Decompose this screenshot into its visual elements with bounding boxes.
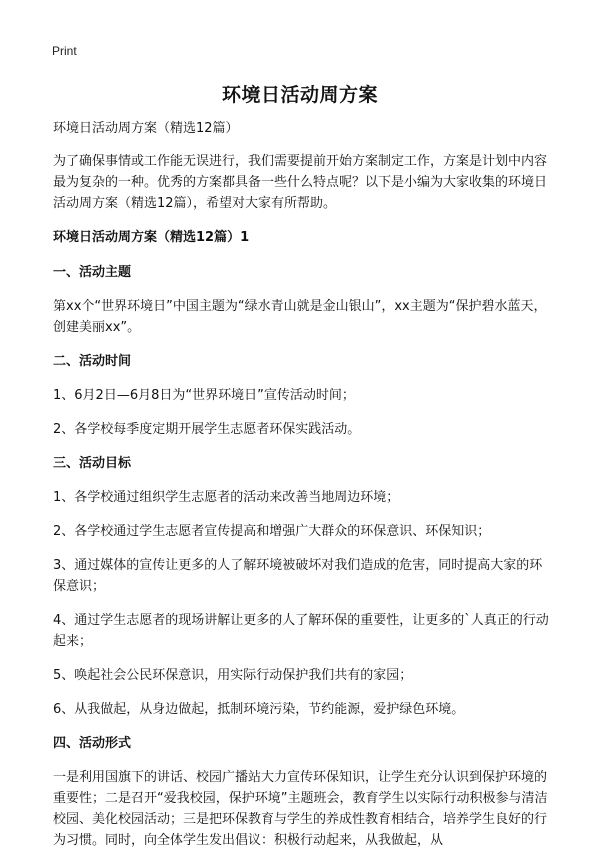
document-body xyxy=(53,118,553,851)
intro-paragraph: 为了确保事情或工作能无误进行，我们需要提前开始方案制定工作，方案是计划中内容最为复杂的一种。优秀的方案都具备一些什么特点呢？以下是小编为大家收集的环境日活动周方案（精选12篇），希望对大家有所帮助。 xyxy=(53,154,548,211)
page-title: 环境日活动周方案 xyxy=(221,84,378,106)
section-paragraph: 1、6月2日—6月8日为“世界环境日”宣传活动时间； xyxy=(53,388,355,403)
print-link[interactable]: Print xyxy=(52,44,77,58)
document-subtitle: 环境日活动周方案（精选12篇） xyxy=(53,121,239,136)
section-paragraph: 一是利用国旗下的讲话、校园广播站大力宣传环保知识，让学生充分认识到保护环境的重要性；二是召开“爱我校园，保护环境”主题班会，教育学生以实际行动积极参与清洁校园、美化校园活动；三是把环保教育与学生的养成性教育相结合，培养学生良好的行为习惯。同时，向全体学生发出倡议：积极行动起来，从我做起，从 xyxy=(53,770,548,848)
section-heading-goals: 三、活动目标 xyxy=(53,456,132,471)
section-paragraph: 5、唤起社会公民环保意识，用实际行动保护我们共有的家园； xyxy=(53,668,413,683)
article-heading: 环境日活动周方案（精选12篇）1 xyxy=(53,230,250,245)
section-paragraph: 3、通过媒体的宣传让更多的人了解环境被破坏对我们造成的危害，同时提高大家的环保意识； xyxy=(53,558,543,594)
section-paragraph: 1、各学校通过组织学生志愿者的活动来改善当地周边环境； xyxy=(53,490,400,505)
section-heading-format: 四、活动形式 xyxy=(53,736,132,751)
section-paragraph: 2、各学校通过学生志愿者宣传提高和增强广大群众的环保意识、环保知识； xyxy=(53,524,491,539)
section-heading-time: 二、活动时间 xyxy=(53,354,132,369)
section-paragraph: 4、通过学生志愿者的现场讲解让更多的人了解环保的重要性，让更多的`人真正的行动起来； xyxy=(53,613,549,649)
section-paragraph: 2、各学校每季度定期开展学生志愿者环保实践活动。 xyxy=(53,422,361,437)
section-paragraph: 6、从我做起，从身边做起，抵制环境污染，节约能源，爱护绿色环境。 xyxy=(53,702,465,717)
section-heading-theme: 一、活动主题 xyxy=(53,265,132,280)
section-paragraph: 第xx个“世界环境日”中国主题为“绿水青山就是金山银山”，xx主题为“保护碧水蓝天，创建美丽xx”。 xyxy=(53,299,547,335)
